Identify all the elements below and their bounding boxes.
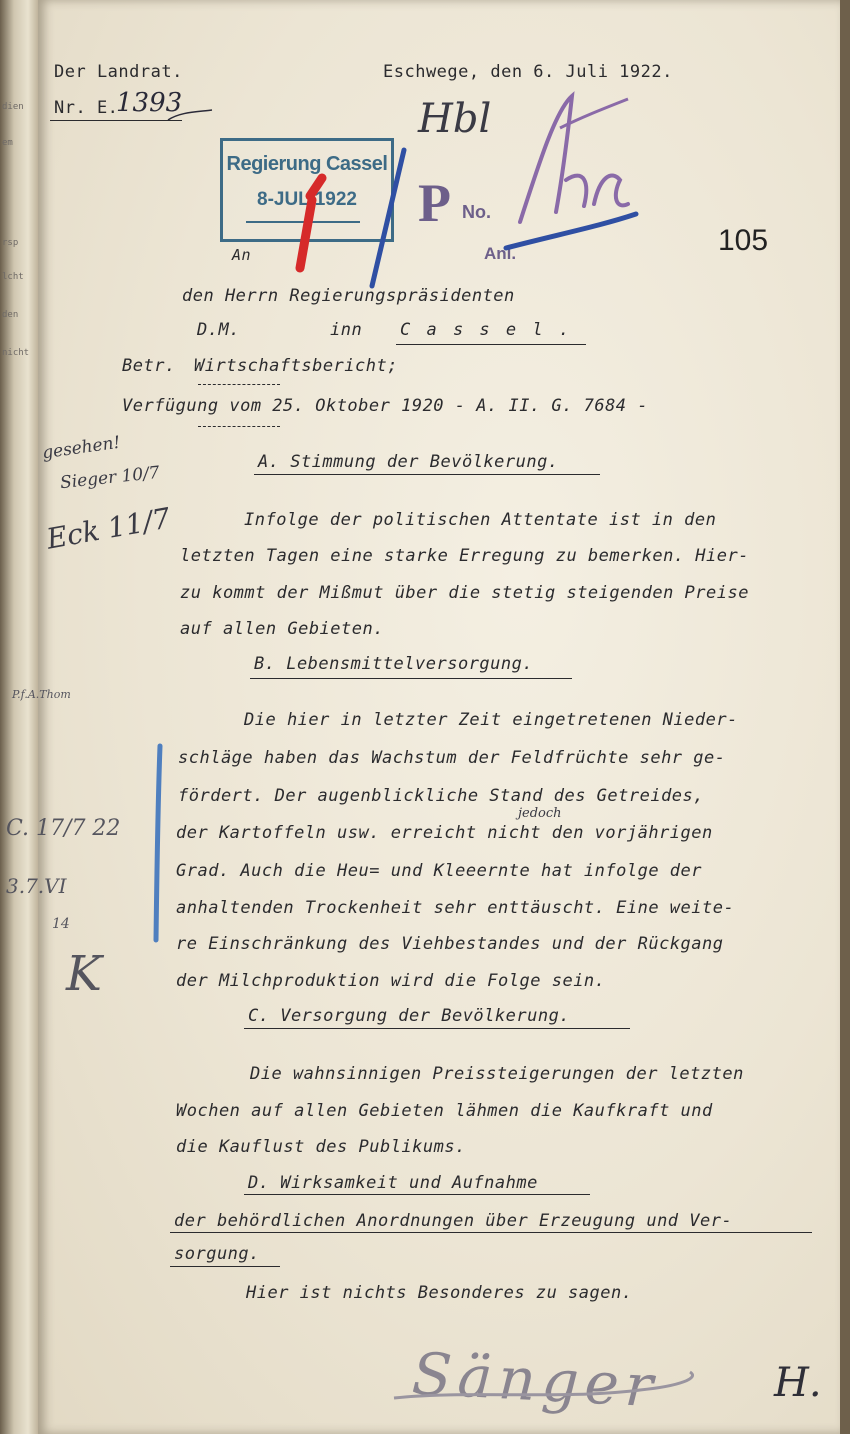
corner-initial: H. — [774, 1360, 822, 1406]
signature: Sänger — [410, 1339, 661, 1421]
section-d-underline — [170, 1266, 280, 1267]
authority: Der Landrat. — [54, 62, 183, 82]
reference-order: Verfügung vom 25. Oktober 1920 - A. II. G. 7684 - — [122, 396, 649, 416]
margin-note-file: P.f.A.Thom — [12, 688, 71, 701]
section-a-underline — [254, 474, 600, 475]
registry-p-mark: P — [418, 173, 451, 233]
registry-anl-label: Anl. — [484, 244, 517, 263]
margin-note-initials: Eck 11/7 — [44, 501, 173, 556]
section-d-heading-continued: der behördlichen Anordnungen über Erzeugung und Ver- — [174, 1211, 733, 1231]
prev-page-fragment: rsp — [2, 238, 19, 248]
section-a-line: auf allen Gebieten. — [180, 619, 384, 639]
margin-note-mark: K — [66, 946, 102, 1002]
section-d-line: Hier ist nichts Besonderes zu sagen. — [246, 1283, 633, 1303]
margin-note-gesehen: gesehen! — [40, 432, 122, 464]
registry-no-label: No. — [462, 202, 491, 222]
section-c-line: die Kauflust des Publikums. — [176, 1137, 466, 1157]
city-underline — [396, 344, 586, 345]
section-d-underline — [170, 1232, 812, 1233]
place-date: Eschwege, den 6. Juli 1922. — [383, 62, 673, 82]
section-b-line: fördert. Der augenblickliche Stand des Getreides, — [178, 786, 705, 806]
section-b-underline — [250, 678, 572, 679]
reference-number: 1393 — [116, 88, 183, 118]
margin-note-name-date: Sieger 10/7 — [59, 462, 161, 494]
section-c-line: Die wahnsinnigen Preissteigerungen der letzten — [250, 1064, 744, 1084]
section-b-line: der Kartoffeln usw. erreicht nicht den vorjährigen — [176, 823, 713, 843]
section-d-heading-end: sorgung. — [174, 1244, 260, 1264]
section-d-underline — [244, 1194, 590, 1195]
recipient-city: C a s s e l . — [400, 320, 573, 340]
section-c-heading: C. Versorgung der Bevölkerung. — [248, 1006, 571, 1026]
margin-note-date-1: C. 17/7 22 — [6, 816, 121, 841]
section-a-line: Infolge der politischen Attentate ist in den — [244, 510, 717, 530]
section-b-line: der Milchproduktion wird die Folge sein. — [176, 971, 606, 991]
section-b-line: Die hier in letzter Zeit eingetretenen Nieder- — [244, 710, 738, 730]
margin-note-date-2: 3.7.VI — [6, 874, 67, 898]
section-b-heading: B. Lebensmittelversorgung. — [254, 654, 534, 674]
recipient: den Herrn Regierungspräsidenten — [182, 286, 515, 306]
section-a-heading: A. Stimmung der Bevölkerung. — [258, 452, 559, 472]
section-b-line: re Einschränkung des Viehbestandes und der Rückgang — [176, 934, 724, 954]
insertion-note: jedoch — [518, 806, 562, 821]
prev-page-fragment: nicht — [2, 348, 30, 358]
reference-prefix: Nr. E. — [54, 98, 119, 118]
page-number: 105 — [718, 224, 769, 257]
margin-note-date-3: 14 — [52, 916, 70, 932]
order-dash-line — [198, 426, 280, 427]
subject-label: Betr. — [122, 356, 176, 376]
address-an: An — [232, 246, 252, 264]
section-b-line: Grad. Auch die Heu= und Kleeernte hat infolge der — [176, 861, 703, 881]
prev-page-fragment: lcht — [2, 272, 24, 282]
section-c-line: Wochen auf allen Gebieten lähmen die Kaufkraft und — [176, 1101, 713, 1121]
received-stamp — [220, 138, 394, 242]
subject-dash-line — [198, 384, 280, 385]
section-d-heading: D. Wirksamkeit und Aufnahme — [248, 1173, 538, 1193]
hbl-initials: Hbl — [418, 96, 492, 142]
section-a-line: zu kommt der Mißmut über die stetig steigenden Preise — [180, 583, 749, 603]
page-edge — [840, 0, 850, 1434]
prev-page-fragment: em — [2, 138, 13, 148]
prev-page-fragment: dien — [2, 102, 24, 112]
stamp-authority: Regierung Cassel — [226, 153, 388, 175]
section-a-line: letzten Tagen eine starke Erregung zu bemerken. Hier- — [180, 546, 749, 566]
prev-page-fragment: den — [2, 310, 19, 320]
stamp-date: 8-JUL 1922 — [257, 189, 357, 210]
subject-value: Wirtschaftsbericht; — [194, 356, 398, 376]
recipient-in: inn — [330, 320, 363, 340]
reference-underline — [50, 120, 182, 121]
section-c-underline — [244, 1028, 630, 1029]
section-b-line: anhaltenden Trockenheit sehr enttäuscht. Eine weite- — [176, 898, 735, 918]
section-b-line: schläge haben das Wachstum der Feldfrüchte sehr ge- — [178, 748, 726, 768]
previous-page-edge — [0, 0, 40, 1434]
recipient-dm: D.M. — [197, 320, 240, 340]
